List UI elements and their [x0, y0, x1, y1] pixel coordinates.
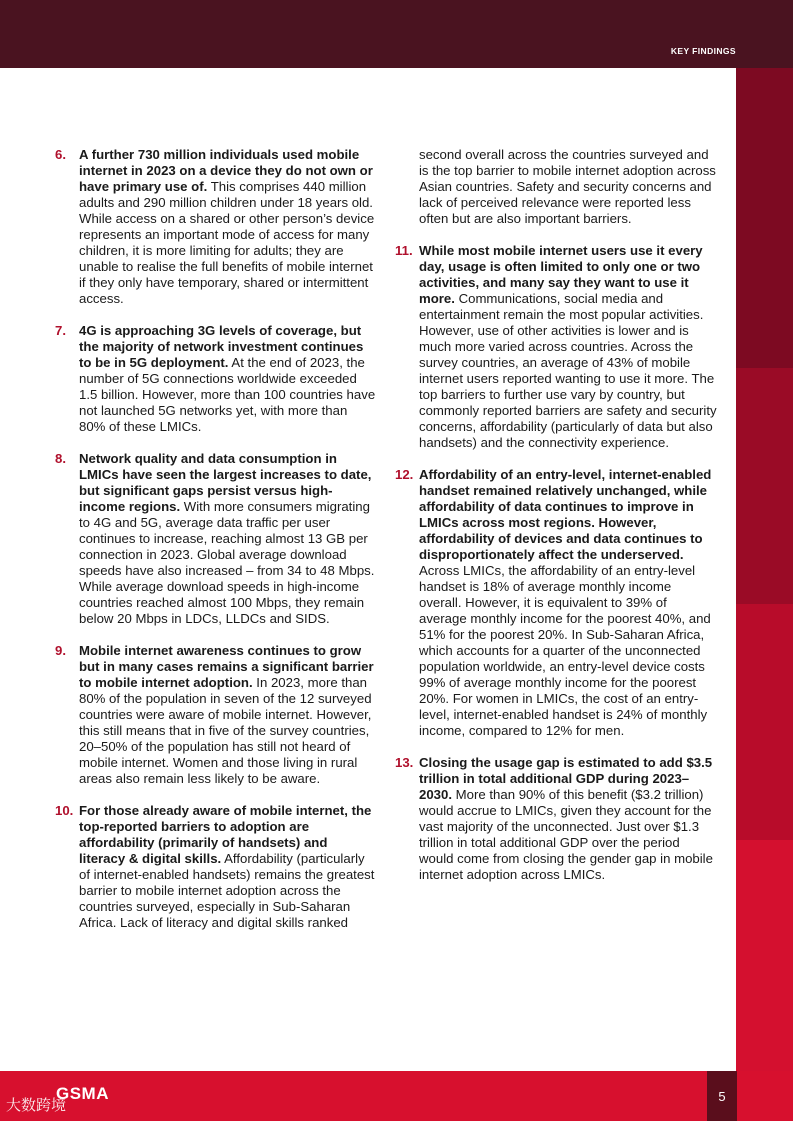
page-number: 5 — [707, 1071, 737, 1121]
side-accent-bar — [736, 604, 793, 840]
side-accent-bar — [736, 840, 793, 1071]
watermark: 大数跨境 — [6, 1097, 67, 1114]
finding-11 — [395, 243, 717, 451]
finding-body: At the end of 2023, the number of 5G connections worldwide exceeded 1.5 billion. However, more than 100 countries have not launched 5G networks yet, with more than 80% of these LMICs. — [79, 355, 376, 434]
finding-lead: 4G is approaching 3G levels of coverage, but the majority of network investment continues to be in 5G deployment. — [79, 323, 364, 370]
finding-10-continuation: second overall across the countries surveyed and is the top barrier to mobile internet adoption across Asian countries. Safety and security concerns and lack of perceived relevance were reported less often but are also important barriers. — [419, 147, 716, 226]
finding-lead: Affordability of an entry-level, internet-enabled handset remained relatively unchanged, while affordability of data continues to improve in LMICs across most regions. However, affordability of devices and data continues to disproportionately affect the underserved. — [419, 467, 712, 562]
finding-lead: Network quality and data consumption in LMICs have seen the largest increases to date, but significant gaps persist versus high-income regions. — [79, 451, 372, 514]
side-accent-bar — [736, 68, 793, 368]
gsma-logo: GSMA — [56, 1084, 109, 1103]
header-band — [0, 0, 793, 68]
finding-body: In 2023, more than 80% of the population in seven of the 12 surveyed countries were aware of mobile internet. However, this still means that in five of the survey countries, 20–50% of the population has still not heard of mobile internet. Women and those living in rural areas also remain less likely to be aware. — [79, 675, 372, 786]
finding-lead: Mobile internet awareness continues to grow but in many cases remains a significant barrier to mobile internet adoption. — [79, 643, 374, 690]
finding-8 — [55, 451, 377, 627]
finding-number: 9. — [55, 643, 66, 658]
finding-number: 10. — [55, 803, 74, 818]
finding-lead: While most mobile internet users use it every day, usage is often limited to only one or two activities, and many say they want to use it more. — [419, 243, 703, 306]
finding-lead: For those already aware of mobile internet, the top-reported barriers to adoption are affordability (primarily of handsets) and literacy & digital skills. — [79, 803, 372, 866]
side-accent-bar — [736, 368, 793, 604]
finding-body: Across LMICs, the affordability of an entry-level handset is 18% of average monthly income overall. However, it is equivalent to 39% of average monthly income for the poorest 40%, and 51% for the poorest 20%. In Sub-Saharan Africa, which accounts for a quarter of the unconnected population worldwide, an entry-level device costs 99% of average monthly income for the poorest 20%. For women in LMICs, the cost of an entry-level, internet-enabled handset is 24% of monthly income, compared to 12% for men. — [419, 563, 711, 738]
finding-lead: Closing the usage gap is estimated to add $3.5 trillion in total additional GDP during 2023–2030. — [419, 755, 713, 802]
finding-6 — [55, 147, 377, 307]
finding-body: Affordability (particularly of internet-enabled handsets) remains the greatest barrier to mobile internet adoption across the countries surveyed, especially in Sub-Saharan Africa. Lack of literacy and digital skills ranked — [79, 851, 375, 930]
finding-body: This comprises 440 million adults and 290 million children under 18 years old. While access on a shared or other person’s device represents an important mode of access for many children, it is more limiting for adults; they are unable to realise the full benefits of mobile internet if they only have temporary, shared or intermittent access. — [79, 179, 375, 306]
finding-13 — [395, 755, 717, 883]
finding-body: Communications, social media and entertainment remain the most popular activities. However, use of other activities is lower and is much more varied across countries. Across the survey countries, an average of 43% of mobile internet users reported wanting to use it more. The top barriers to further use vary by country, but commonly reported barriers are safety and security concerns, affordability (particularly of data but also handsets) and the connectivity experience. — [419, 291, 717, 450]
finding-7 — [55, 323, 377, 435]
finding-number: 12. — [395, 467, 414, 482]
section-label: KEY FINDINGS — [670, 46, 736, 56]
finding-number: 7. — [55, 323, 66, 338]
finding-number: 6. — [55, 147, 66, 162]
left-column — [55, 147, 377, 931]
footer-band — [0, 1071, 793, 1121]
finding-number: 13. — [395, 755, 414, 770]
finding-number: 11. — [395, 243, 413, 258]
finding-body: More than 90% of this benefit ($3.2 trillion) would accrue to LMICs, given they account for the vast majority of the unconnected. Just over $1.3 trillion in total additional GDP over the period would come from closing the gender gap in mobile internet adoption across LMICs. — [419, 787, 713, 882]
finding-10 — [55, 803, 377, 931]
finding-12 — [395, 467, 717, 739]
finding-body: With more consumers migrating to 4G and 5G, average data traffic per user continues to increase, reaching almost 13 GB per connection in 2023. Global average download speeds have also increased – from 34 to 48 Mbps. While average download speeds in high-income countries reached almost 100 Mbps, they remain below 20 Mbps in LDCs, LLDCs and SIDS. — [79, 499, 375, 626]
finding-lead: A further 730 million individuals used mobile internet in 2023 on a device they do not own or have primary use of. — [79, 147, 373, 194]
finding-number: 8. — [55, 451, 66, 466]
right-column — [395, 147, 717, 883]
finding-9 — [55, 643, 377, 787]
